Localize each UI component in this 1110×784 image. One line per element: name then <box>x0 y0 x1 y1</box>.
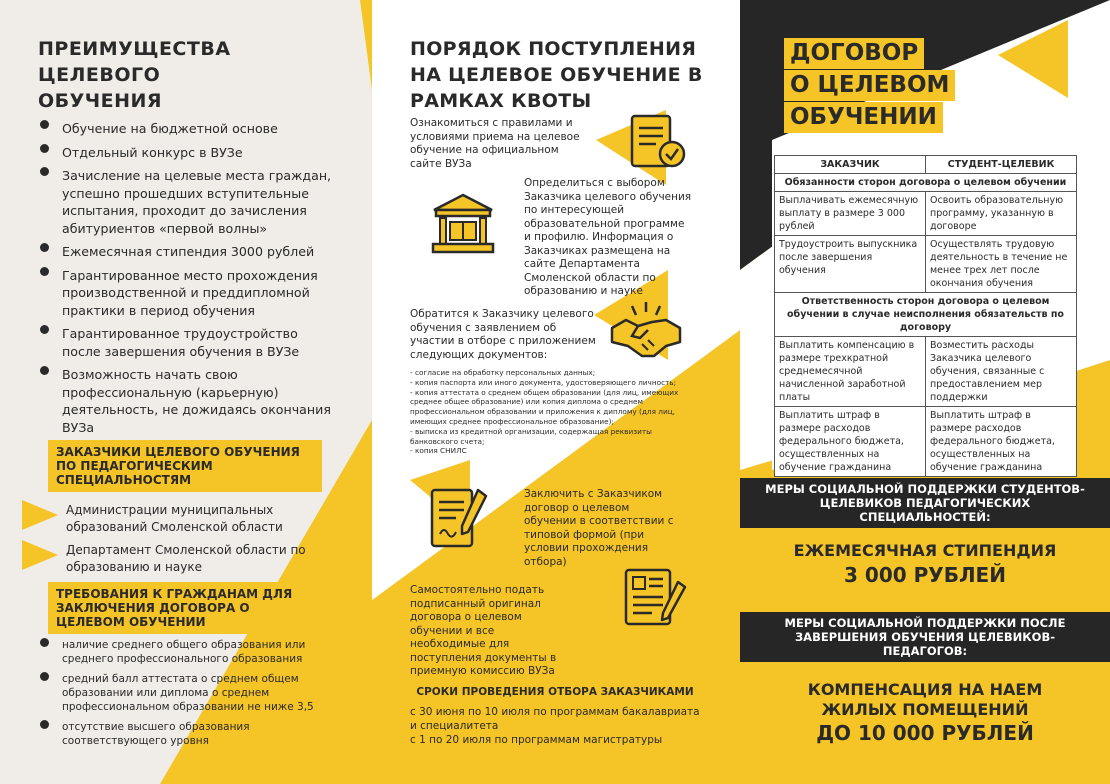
table-header-row <box>775 156 1077 174</box>
table-section-row <box>775 174 1077 192</box>
benefit-item: Гарантированное место прохождения производственной и преддипломной практики в период обучения <box>38 267 333 320</box>
table-header-student: СТУДЕНТ-ЦЕЛЕВИК <box>926 156 1077 174</box>
table-header-customer: ЗАКАЗЧИК <box>775 156 926 174</box>
table-cell: Осуществлять трудовую деятельность в течение не менее трех лет после окончания обучения <box>926 236 1077 293</box>
contract-table <box>774 155 1077 477</box>
scholarship-amount: 3 000 РУБЛЕЙ <box>844 563 1006 587</box>
table-cell: Трудоустроить выпускника после завершения обучения <box>775 236 926 293</box>
document-item: - согласие на обработку персональных данных; <box>410 368 596 377</box>
documents-list <box>410 368 700 456</box>
benefit-item: Зачисление на целевые места граждан, успешно прошедших вступительные испытания, проходит до зачисления абитуриентов «первой волны» <box>38 167 333 237</box>
housing-compensation-label: КОМПЕНСАЦИЯ НА НАЕМ <box>807 680 1043 699</box>
university-building-icon <box>430 192 496 256</box>
table-cell: Выплатить компенсацию в размере трехкратной среднемесячной начисленной заработной платы <box>775 337 926 407</box>
table-row <box>775 236 1077 293</box>
table-row <box>775 337 1077 407</box>
step-5-text: Самостоятельно подать подписанный оригинал договора о целевом обучении и все необходимые для поступления документы в приемную комиссию ВУЗа <box>410 584 557 677</box>
step-4-text: Заключить с Заказчиком договор о целевом обучении в соответствии с типовой формой (при условии прохождения отбора) <box>524 488 674 568</box>
table-cell: Возместить расходы Заказчика целевого обучения, связанные с предоставлением мер поддержки <box>926 337 1077 407</box>
table-section-liability: Ответственность сторон договора о целевом обучении в случае неисполнения обязательств по договору <box>775 293 1077 337</box>
benefits-list <box>38 120 333 436</box>
customers-title: ЗАКАЗЧИКИ ЦЕЛЕВОГО ОБУЧЕНИЯ ПО ПЕДАГОГИЧЕСКИМ СПЕЦИАЛЬНОСТЯМ <box>48 440 322 492</box>
handshake-icon <box>608 298 684 364</box>
table-row <box>775 192 1077 236</box>
table-section-duties: Обязанности сторон договора о целевом обучении <box>775 174 1077 192</box>
table-section-row <box>775 293 1077 337</box>
requirements-list <box>38 638 328 748</box>
support-students-title: МЕРЫ СОЦИАЛЬНОЙ ПОДДЕРЖКИ СТУДЕНТОВ-ЦЕЛЕВИКОВ ПЕДАГОГИЧЕСКИХ СПЕЦИАЛЬНОСТЕЙ: <box>740 478 1110 528</box>
step-3-text: Обратится к Заказчику целевого обучения с заявлением об участии в отборе с приложением следующих документов: <box>410 308 596 361</box>
step-2-text: Определиться с выбором Заказчика целевого обучения по интересующей образовательной программе и профилю. Информация о Заказчиках размещена на сайте Департамента Смоленской области по образованию и науке <box>524 177 692 297</box>
contract-title-line: ОБУЧЕНИИ <box>784 102 943 133</box>
table-cell: Выплатить штраф в размере расходов федерального бюджета, осуществленных на обучение гражданина <box>775 407 926 477</box>
benefit-item: Возможность начать свою профессиональную (карьерную) деятельность, не дожидаясь окончания ВУЗа <box>38 366 333 436</box>
document-item: - копия СНИЛС <box>410 446 467 456</box>
housing-compensation-amount: ДО 10 000 РУБЛЕЙ <box>816 721 1034 745</box>
document-item: - копия паспорта или иного документа, удостоверяющего личность; <box>410 377 677 387</box>
requirements-title: ТРЕБОВАНИЯ К ГРАЖДАНАМ ДЛЯ ЗАКЛЮЧЕНИЯ ДОГОВОРА О ЦЕЛЕВОМ ОБУЧЕНИИ <box>48 582 322 634</box>
scholarship-label: ЕЖЕМЕСЯЧНАЯ СТИПЕНДИЯ <box>793 541 1057 560</box>
benefit-item: Гарантированное трудоустройство после завершения обучения в ВУЗе <box>38 325 333 360</box>
requirement-item: наличие среднего общего образования или среднего профессионального образования <box>38 638 328 666</box>
admission-title: ПОРЯДОК ПОСТУПЛЕНИЯ НА ЦЕЛЕВОЕ ОБУЧЕНИЕ В РАМКАХ КВОТЫ <box>410 38 703 112</box>
housing-compensation-label: ЖИЛЫХ ПОМЕЩЕНИЙ <box>821 700 1029 719</box>
requirement-item: отсутствие высшего образования соответствующего уровня <box>38 720 328 748</box>
step-1-text: Ознакомиться с правилами и условиями приема на целевое обучение на официальном сайте ВУЗа <box>410 117 580 170</box>
document-item: - выписка из кредитной организации, содержащая реквизиты банковского счета; <box>410 426 652 446</box>
support-graduates-title: МЕРЫ СОЦИАЛЬНОЙ ПОДДЕРЖКИ ПОСЛЕ ЗАВЕРШЕНИЯ ОБУЧЕНИЯ ЦЕЛЕВИКОВ-ПЕДАГОГОВ: <box>740 612 1110 662</box>
deadline-item: с 1 по 20 июля по программам магистратуры <box>410 734 663 746</box>
customer-item: Администрации муниципальных образований Смоленской области <box>66 503 283 534</box>
contract-title-line: О ЦЕЛЕВОМ <box>784 70 955 101</box>
requirement-item: средний балл аттестата о среднем общем образовании или диплома о среднем профессиональном образовании не ниже 3,5 <box>38 672 328 714</box>
deadlines-title: СРОКИ ПРОВЕДЕНИЯ ОТБОРА ЗАКАЗЧИКАМИ <box>416 686 694 698</box>
benefits-title: ПРЕИМУЩЕСТВА ЦЕЛЕВОГО ОБУЧЕНИЯ <box>38 38 231 112</box>
table-row <box>775 407 1077 477</box>
benefit-item: Обучение на бюджетной основе <box>38 120 333 138</box>
document-item: - копия аттестата о среднем общем образовании (для лиц, имеющих среднее общее образование) или копия диплома о среднем профессиональном образовании и приложения к диплому (для лиц, имеющих среднее профессиональное образование); <box>410 387 679 426</box>
document-check-icon <box>626 112 690 174</box>
table-cell: Освоить образовательную программу, указанную в договоре <box>926 192 1077 236</box>
application-form-icon <box>622 566 688 630</box>
benefit-item: Ежемесячная стипендия 3000 рублей <box>38 243 333 261</box>
contract-sign-icon <box>426 484 492 554</box>
table-cell: Выплачивать ежемесячную выплату в размере 3 000 рублей <box>775 192 926 236</box>
benefit-item: Отдельный конкурс в ВУЗе <box>38 144 333 162</box>
table-cell: Выплатить штраф в размере расходов федерального бюджета, осуществленных на обучение гражданина <box>926 407 1077 477</box>
customer-item: Департамент Смоленской области по образованию и науке <box>66 543 306 574</box>
deadline-item: с 30 июня по 10 июля по программам бакалавриата и специалитета <box>410 706 700 732</box>
contract-title-line: ДОГОВОР <box>784 38 924 69</box>
